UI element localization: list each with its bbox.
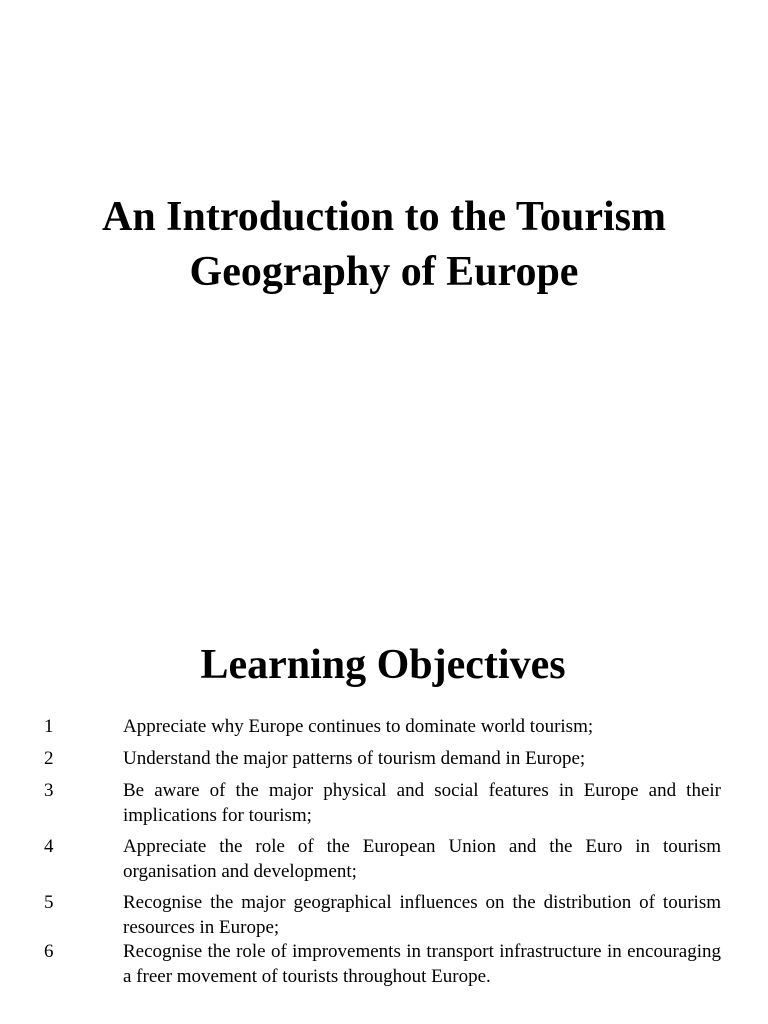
objective-number: 2 (44, 748, 54, 769)
document-title (0, 190, 768, 300)
objective-number: 1 (44, 716, 54, 737)
section-heading-learning-objectives: Learning Objectives (200, 642, 566, 688)
objective-text: Recognise the role of improvements in transport infrastructure in encouraging a freer movement of tourists throughout Europe. (123, 941, 721, 987)
objective-text: Recognise the major geographical influences on the distribution of tourism resources in Europe; (123, 892, 721, 938)
document-title-line-1: An Introduction to the Tourism (101, 194, 666, 240)
objective-number: 3 (44, 780, 54, 801)
document-title-line-2: Geography of Europe (189, 249, 579, 295)
objective-text: Be aware of the major physical and social features in Europe and their implications for tourism; (123, 780, 721, 826)
objective-text: Understand the major patterns of tourism demand in Europe; (123, 748, 586, 769)
objective-number: 4 (44, 836, 54, 857)
objective-text: Appreciate why Europe continues to dominate world tourism; (123, 716, 594, 737)
objective-number: 5 (44, 892, 54, 913)
objective-text: Appreciate the role of the European Union and the Euro in tourism organisation and development; (123, 836, 721, 882)
objective-number: 6 (44, 941, 54, 962)
